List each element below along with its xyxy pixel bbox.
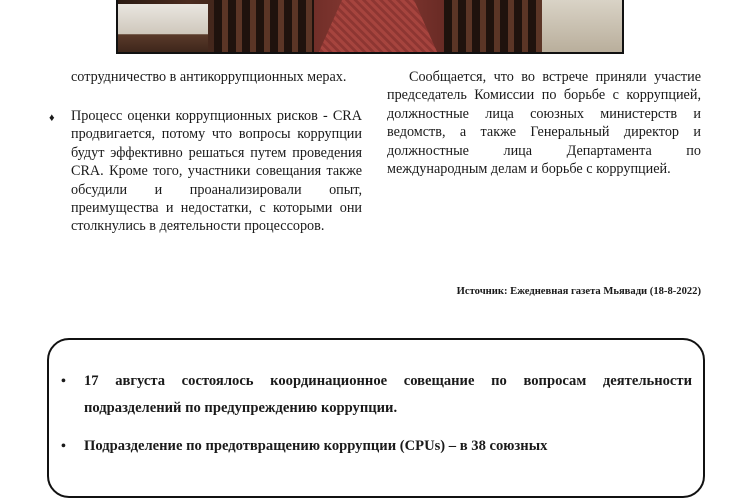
bullet-dot-icon: •: [61, 439, 66, 454]
highlight-item: [61, 433, 692, 460]
desk-shape: [118, 4, 208, 54]
red-carpet-aisle: [318, 0, 438, 54]
right-paragraph-text: Сообщается, что во встрече приняли участие председатель Комиссии по борьбе с коррупцией, должностные лица союзных министерств и ведомств, а также Генеральный директор и должностные лица Департамента по международным делам и борьбе с коррупцией.: [387, 69, 701, 178]
chairs-right: [444, 0, 544, 54]
highlight-box: [47, 338, 705, 498]
right-paragraph: [387, 68, 701, 178]
left-continuation-text: сотрудничество в антикоррупционных мерах.: [71, 69, 347, 85]
highlight-item-text: 17 августа состоялось координационное совещание по вопросам деятельности подразделений по предупреждению коррупции.: [84, 373, 692, 416]
left-bullet-paragraph: Процесс оценки коррупционных рисков - CRA продвигается, потому что вопросы коррупции будут эффективно решаться путем проведения CRA. Кроме того, участники совещания также обсудили и проанализировали опыт, преимущества и недостатки, с которыми они столкнулись в деятельности процессоров.: [71, 108, 362, 235]
highlight-item-text: Подразделение по предотвращению коррупции (CPUs) – в 38 союзных: [84, 438, 548, 454]
wall-right: [542, 0, 622, 54]
source-citation: Источник: Ежедневная газета Мьявади (18-8-2022): [456, 286, 701, 297]
meeting-hall-photo: [116, 0, 624, 54]
bullet-dot-icon: •: [61, 374, 66, 389]
chairs-left: [214, 0, 314, 54]
diamond-bullet-icon: ♦: [49, 112, 55, 124]
highlight-item: [61, 368, 692, 422]
